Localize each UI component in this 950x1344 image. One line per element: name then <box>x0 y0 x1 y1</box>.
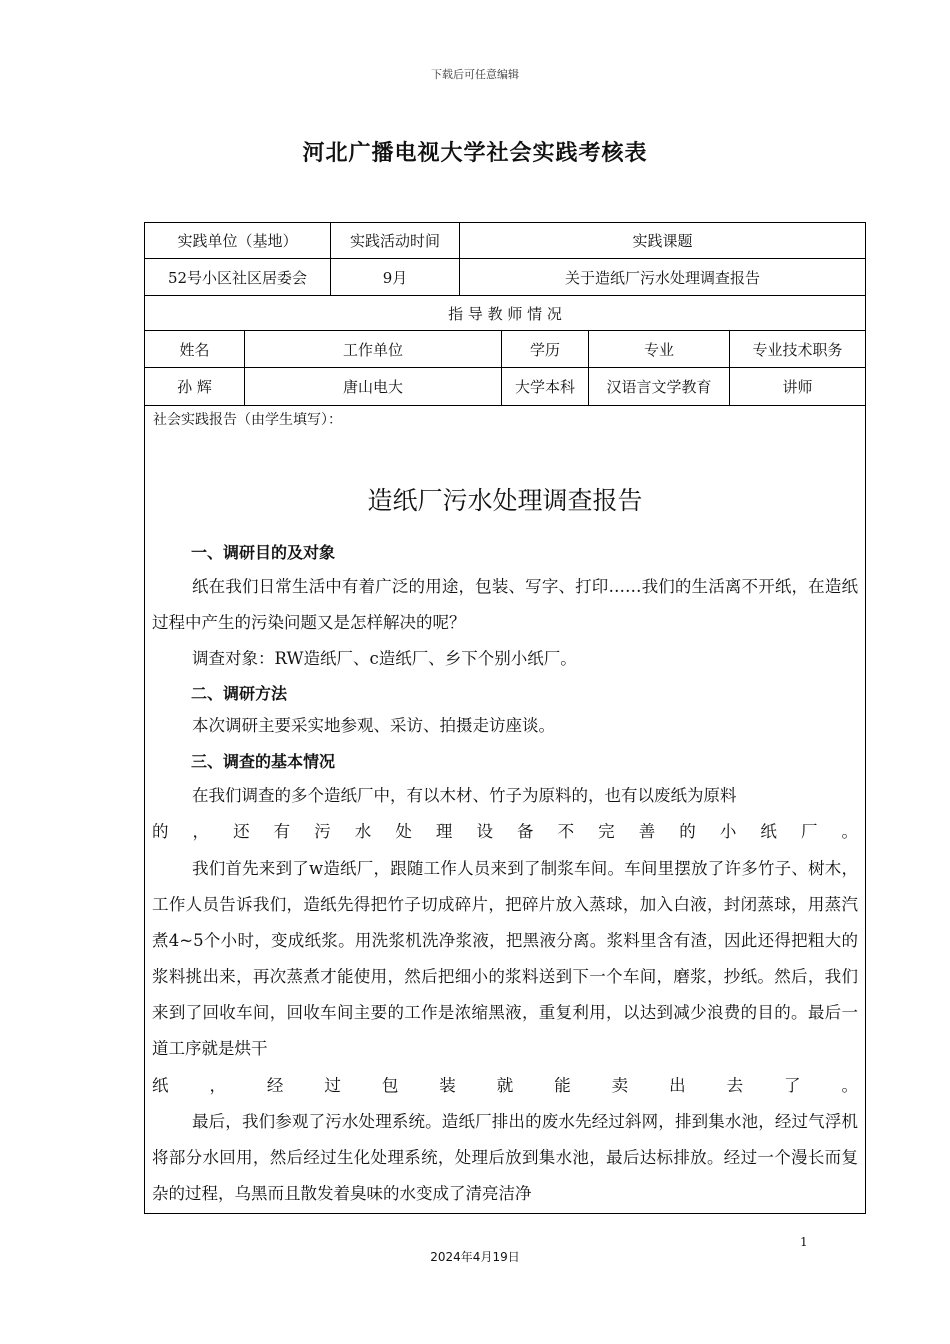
paragraph-w-factory-end: 纸，经过包装就能卖出去了。 <box>152 1076 858 1095</box>
footer-date: 2024年4月19日 <box>430 1250 520 1264</box>
advisor-section-row <box>145 296 865 331</box>
report-title: 造纸厂污水处理调查报告 <box>367 486 643 515</box>
paragraph-method: 本次调研主要采实地参观、采访、拍摄走访座谈。 <box>192 716 555 735</box>
table-value-row <box>145 259 865 296</box>
header-note: 下载后可任意编辑 <box>431 68 519 81</box>
section-heading-1: 一、调研目的及对象 <box>191 543 336 562</box>
header-practice-time: 实践活动时间 <box>331 223 460 258</box>
advisor-value-row <box>145 368 865 406</box>
paragraph-overview-line-2: 的，还有污水处理设备不完善的小纸厂。 <box>152 822 858 841</box>
header-advisor-workplace: 工作单位 <box>245 331 502 367</box>
paragraph-overview-line-1: 在我们调查的多个造纸厂中，有以木材、竹子为原料的，也有以废纸为原料 <box>192 786 737 805</box>
header-practice-topic: 实践课题 <box>632 232 693 250</box>
paragraph-wastewater: 最后，我们参观了污水处理系统。造纸厂排出的废水先经过斜网，排到集水池，经过气浮机将部分水回用，然后经过生化处理系统，处理后放到集水池，最后达标排放。经过一个漫长而复杂的过程，乌黑而且散发着臭味的水变成了清亮洁净 <box>152 1112 858 1203</box>
advisor-workplace: 唐山电大 <box>245 368 502 405</box>
section-heading-3: 三、调查的基本情况 <box>191 752 336 771</box>
page-number: 1 <box>800 1235 808 1249</box>
table-header-row <box>145 223 865 259</box>
header-advisor-title: 专业技术职务 <box>752 340 843 359</box>
paragraph-w-factory: 我们首先来到了w造纸厂，跟随工作人员来到了制浆车间。车间里摆放了许多竹子、树木，工作人员告诉我们，造纸先得把竹子切成碎片，把碎片放入蒸球，加入白液，封闭蒸球，用蒸汽煮4~5个小时，变成纸浆。用洗浆机洗净浆液，把黑液分离。浆料里含有渣，因此还得把粗大的浆料挑出来，再次蒸煮才能使用，然后把细小的浆料送到下一个车间，磨浆，抄纸。然后，我们来到了回收车间，回收车间主要的工作是浓缩黑液，重复利用，以达到减少浪费的目的。最后一道工序就是烘干 <box>152 859 858 1058</box>
section-heading-2: 二、调研方法 <box>191 684 288 703</box>
paragraph-subjects: 调查对象：RW造纸厂、c造纸厂、乡下个别小纸厂。 <box>192 649 577 668</box>
advisor-title: 讲师 <box>782 378 813 396</box>
header-advisor-major: 专业 <box>589 331 730 367</box>
advisor-header-row <box>145 331 865 368</box>
document-title: 河北广播电视大学社会实践考核表 <box>302 141 648 166</box>
header-advisor-name: 姓名 <box>145 331 245 367</box>
assessment-table <box>144 222 866 1214</box>
advisor-major: 汉语言文学教育 <box>589 368 730 405</box>
report-label: 社会实践报告（由学生填写）： <box>153 412 342 428</box>
value-practice-unit: 52号小区社区居委会 <box>145 259 331 295</box>
header-advisor-education: 学历 <box>502 331 589 367</box>
advisor-name: 孙 辉 <box>145 368 245 405</box>
value-practice-topic: 关于造纸厂污水处理调查报告 <box>564 268 760 287</box>
paragraph-purpose: 纸在我们日常生活中有着广泛的用途，包装、写字、打印……我们的生活离不开纸，在造纸过程中产生的污染问题又是怎样解决的呢？ <box>152 577 858 632</box>
header-practice-unit: 实践单位（基地） <box>145 223 331 258</box>
advisor-section-title: 指 导 教 师 情 况 <box>448 304 562 323</box>
value-practice-time: 9月 <box>331 259 460 295</box>
advisor-education: 大学本科 <box>502 368 589 405</box>
